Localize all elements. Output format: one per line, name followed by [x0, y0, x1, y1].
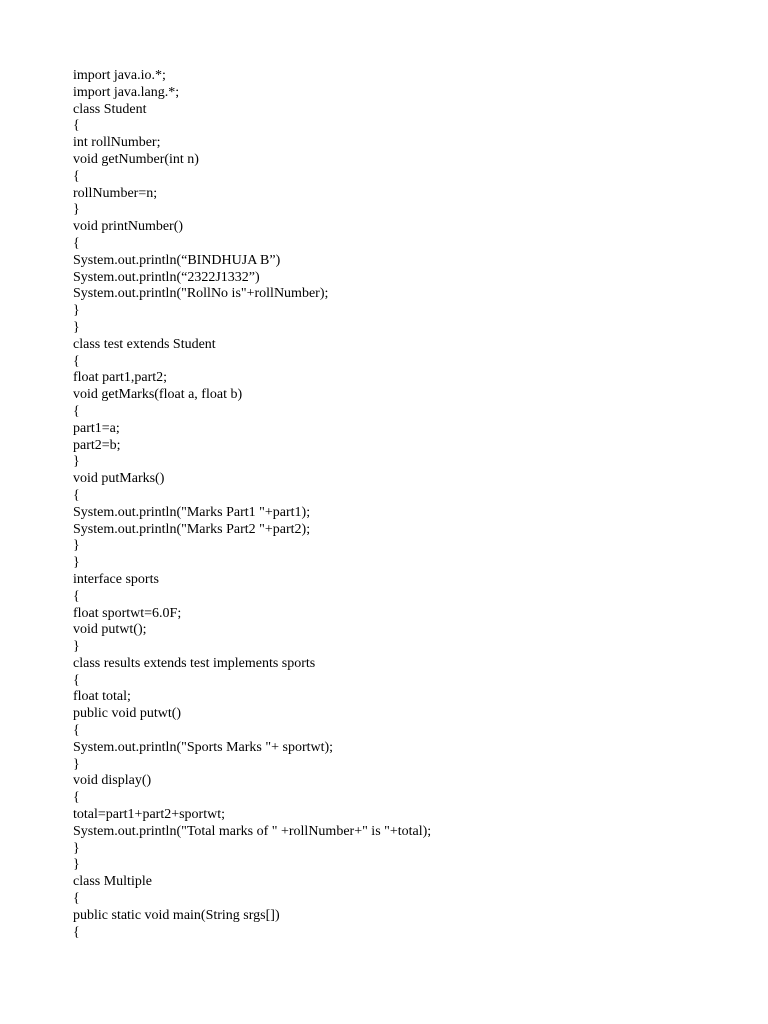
code-listing: [73, 68, 431, 941]
code-line: {: [73, 353, 80, 369]
code-line: {: [73, 723, 80, 739]
code-line: class Student: [73, 101, 147, 117]
code-line: {: [73, 588, 80, 604]
code-line: part1=a;: [73, 420, 120, 436]
code-line: interface sports: [73, 571, 159, 587]
code-line: System.out.println("Marks Part2 "+part2);: [73, 521, 311, 537]
code-line: void getMarks(float a, float b): [73, 387, 243, 403]
code-line: class results extends test implements sports: [73, 655, 316, 671]
code-line: }: [73, 840, 80, 856]
code-line: }: [73, 555, 80, 571]
code-line: }: [73, 538, 80, 554]
code-line: {: [73, 118, 80, 134]
code-line: }: [73, 756, 80, 772]
code-line: {: [73, 168, 80, 184]
code-line: import java.io.*;: [73, 68, 166, 83]
code-line: class test extends Student: [73, 336, 216, 352]
code-line: System.out.println("Marks Part1 "+part1);: [73, 504, 311, 520]
code-line: {: [73, 891, 80, 907]
code-line: }: [73, 454, 80, 470]
code-line: void printNumber(): [73, 219, 184, 235]
code-line: float part1,part2;: [73, 370, 168, 386]
code-line: {: [73, 487, 80, 503]
code-line: }: [73, 303, 80, 319]
code-line: float total;: [73, 689, 131, 705]
code-line: {: [73, 790, 80, 806]
code-line: void display(): [73, 773, 152, 789]
code-line: {: [73, 403, 80, 419]
code-line: {: [73, 924, 80, 940]
code-line: int rollNumber;: [73, 135, 161, 151]
code-line: }: [73, 857, 80, 873]
code-line: {: [73, 672, 80, 688]
code-line: {: [73, 235, 80, 251]
code-line: total=part1+part2+sportwt;: [73, 807, 225, 823]
code-line: import java.lang.*;: [73, 84, 180, 100]
code-line: public void putwt(): [73, 706, 182, 722]
code-line: System.out.println(“BINDHUJA B”): [73, 252, 281, 268]
code-line: void getNumber(int n): [73, 151, 199, 167]
code-line: }: [73, 639, 80, 655]
code-line: part2=b;: [73, 437, 121, 453]
code-line: float sportwt=6.0F;: [73, 605, 182, 621]
code-line: class Multiple: [73, 874, 152, 890]
code-line: }: [73, 202, 80, 218]
code-line: System.out.println(“2322J1332”): [73, 269, 260, 285]
code-line: System.out.println("Total marks of " +rollNumber+" is "+total);: [73, 823, 432, 839]
code-line: void putMarks(): [73, 471, 165, 487]
code-line: System.out.println("RollNo is"+rollNumber);: [73, 286, 329, 302]
code-line: System.out.println("Sports Marks "+ sportwt);: [73, 739, 334, 755]
code-line: public static void main(String srgs[]): [73, 907, 280, 923]
code-line: }: [73, 319, 80, 335]
code-line: rollNumber=n;: [73, 185, 158, 201]
code-line: void putwt();: [73, 622, 147, 638]
